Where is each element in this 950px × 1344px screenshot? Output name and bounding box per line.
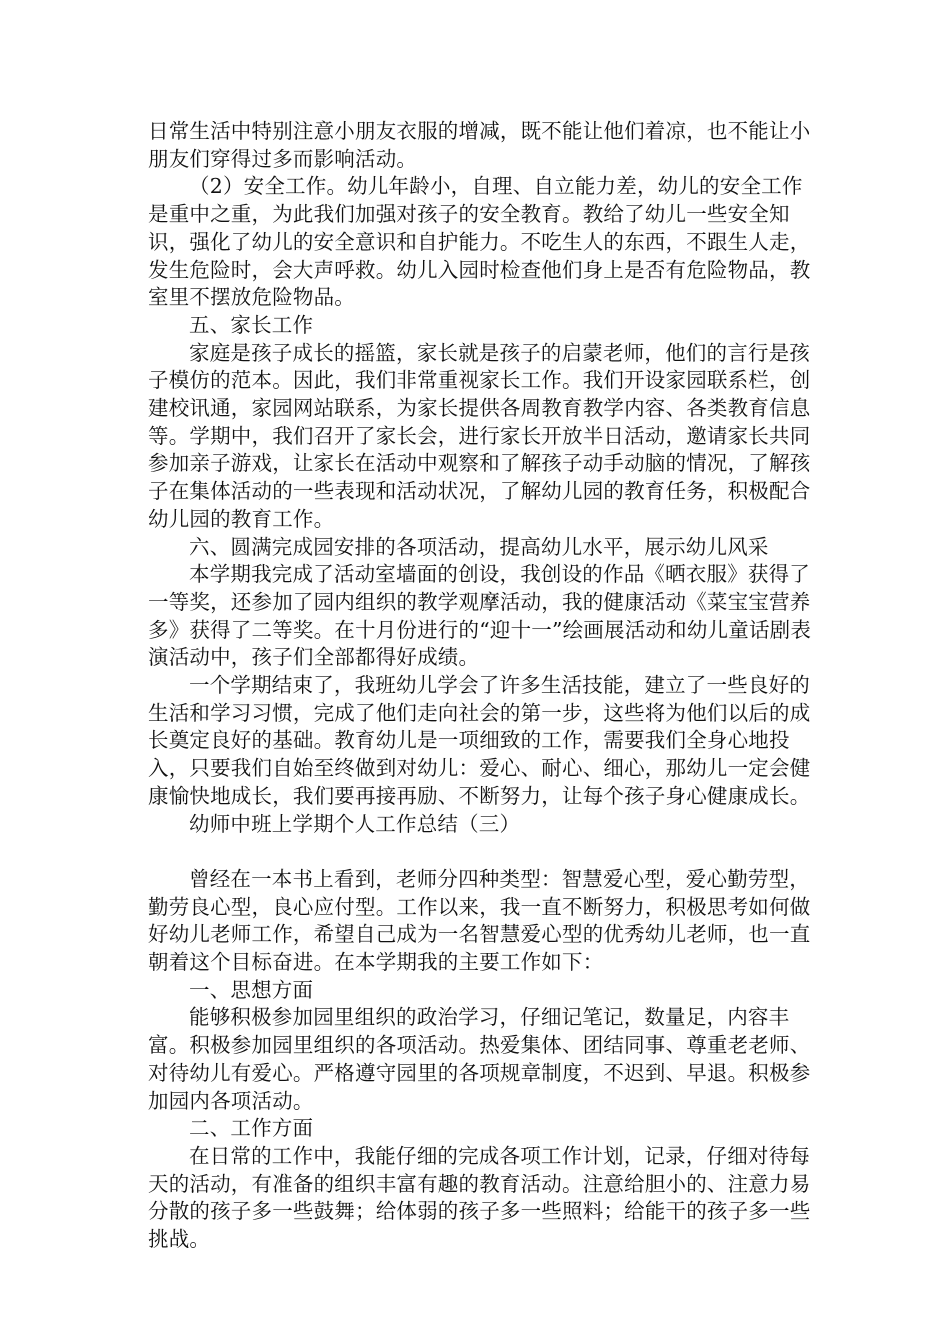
paragraph-clothing-care: 日常生活中特别注意小朋友衣服的增减，既不能让他们着凉，也不能让小朋友们穿得过多而影响活动。	[148, 119, 811, 171]
section-heading-work: 二、工作方面	[189, 1116, 314, 1141]
paragraph-semester-summary: 一个学期结束了，我班幼儿学会了许多生活技能，建立了一些良好的生活和学习习惯，完成了他们走向社会的第一步，这些将为他们以后的成长奠定良好的基础。教育幼儿是一项细致的工作，需要我们全身心地投入，只要我们自始至终做到对幼儿：爱心、耐心、细心，那幼儿一定会健康愉快地成长，我们要再接再励、不断努力，让每个孩子身心健康成长。	[148, 673, 811, 808]
paragraph-safety-work: （2）安全工作。幼儿年龄小，自理、自立能力差，幼儿的安全工作是重中之重，为此我们加强对孩子的安全教育。教给了幼儿一些安全知识，强化了幼儿的安全意识和自护能力。不吃生人的东西，不跟生人走，发生危险时，会大声呼救。幼儿入园时检查他们身上是否有危险物品，教室里不摆放危险物品。	[148, 174, 811, 310]
section-heading-activities: 六、圆满完成园安排的各项活动，提高幼儿水平，展示幼儿风采	[189, 534, 769, 559]
paragraph-parent-work: 家庭是孩子成长的摇篮，家长就是孩子的启蒙老师，他们的言行是孩子模仿的范本。因此，我们非常重视家长工作。我们开设家园联系栏，创建校讯通，家园网站联系，为家长提供各周教育教学内容、各类教育信息等。学期中，我们召开了家长会，进行家长开放半日活动，邀请家长共同参加亲子游戏，让家长在活动中观察和了解孩子动手动脑的情况，了解孩子在集体活动的一些表现和活动状况，了解幼儿园的教育任务，积极配合幼儿园的教育工作。	[148, 340, 811, 531]
paragraph-teacher-types: 曾经在一本书上看到，老师分四种类型：智慧爱心型，爱心勤劳型，勤劳良心型，良心应付型。工作以来，我一直不断努力，积极思考如何做好幼儿老师工作，希望自己成为一名智慧爱心型的优秀幼儿老师，也一直朝着这个目标奋进。在本学期我的主要工作如下：	[148, 866, 811, 975]
document-body	[148, 118, 820, 1254]
document-subtitle: 幼师中班上学期个人工作总结（三）	[189, 811, 521, 836]
blank-line	[148, 838, 820, 866]
paragraph-ideology: 能够积极参加园里组织的政治学习，仔细记笔记，数量足，内容丰富。积极参加园里组织的各项活动。热爱集体、团结同事、尊重老老师、对待幼儿有爱心。严格遵守园里的各项规章制度，不迟到、早退。积极参加园内各项活动。	[148, 1005, 811, 1113]
section-heading-ideology: 一、思想方面	[189, 977, 314, 1002]
section-heading-parent-work: 五、家长工作	[189, 312, 314, 337]
paragraph-work: 在日常的工作中，我能仔细的完成各项工作计划，记录，仔细对待每天的活动，有准备的组织丰富有趣的教育活动。注意给胆小的、注意力易分散的孩子多一些鼓舞；给体弱的孩子多一些照料；给能干的孩子多一些挑战。	[148, 1144, 811, 1252]
paragraph-activities: 本学期我完成了活动室墙面的创设，我创设的作品《晒衣服》获得了一等奖，还参加了园内组织的教学观摩活动，我的健康活动《菜宝宝营养多》获得了二等奖。在十月份进行的“迎十一”绘画展活动和幼儿童话剧表演活动中，孩子们全部都得好成绩。	[148, 562, 812, 670]
